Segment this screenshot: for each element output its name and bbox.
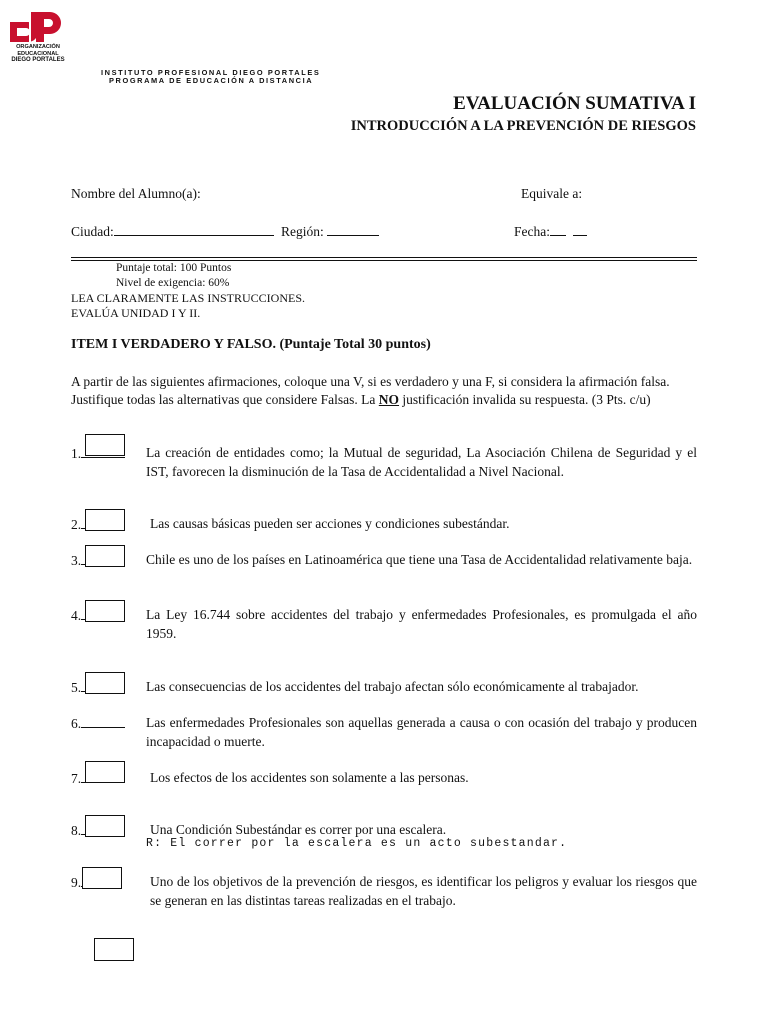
instruction-1: LEA CLARAMENTE LAS INSTRUCCIONES.: [71, 291, 306, 305]
divider-bottom: [71, 260, 697, 261]
student-answer: R: El correr por la escalera es un acto subestandar.: [146, 837, 568, 850]
question-item: [71, 873, 697, 933]
question-text: La creación de entidades como; la Mutual de seguridad, La Asociación Chilena de Seguridad y el IST, favorecen la disminución de la Tasa de Accidentalidad a Nivel Nacional.: [146, 445, 697, 479]
page-subtitle: INTRODUCCIÓN A LA PREVENCIÓN DE RIESGOS: [350, 118, 696, 134]
region-blank[interactable]: [327, 223, 379, 236]
section-heading: ITEM I VERDADERO Y FALSO. (Puntaje Total 30 puntos): [71, 337, 431, 352]
answer-blank[interactable]: [81, 714, 125, 728]
answer-box[interactable]: [85, 815, 125, 837]
nivel-exigencia: Nivel de exigencia: 60%: [116, 277, 230, 289]
answer-box[interactable]: [85, 672, 125, 694]
question-number: 8.: [71, 823, 82, 838]
question-text: Chile es uno de los países en Latinoamérica que tiene una Tasa de Accidentalidad relativamente baja.: [146, 552, 693, 567]
fecha-blank-2[interactable]: [573, 223, 587, 236]
question-number: 1.: [71, 446, 82, 461]
answer-box[interactable]: [85, 509, 125, 531]
intro-text-2: justificación invalida su respuesta. (3 Pts. c/u): [399, 392, 651, 407]
divider-top: [71, 257, 697, 258]
question-number: 5.: [71, 680, 82, 695]
answer-box[interactable]: [85, 545, 125, 567]
org-name-line1: ORGANIZACIÓN EDUCACIONAL: [16, 44, 60, 57]
institution-logo: [4, 8, 72, 64]
question-text: Una Condición Subestándar es correr por una escalera.: [150, 822, 447, 837]
program-name: PROGRAMA DE EDUCACIÓN A DISTANCIA: [109, 76, 314, 85]
dp-logo-icon: [8, 8, 66, 44]
puntaje-total: Puntaje total: 100 Puntos: [116, 262, 232, 274]
institute-name: INSTITUTO PROFESIONAL DIEGO PORTALES: [101, 68, 321, 77]
question-item: [71, 444, 697, 504]
question-number: 7.: [71, 771, 82, 786]
question-item: [71, 769, 697, 829]
instruction-2: EVALÚA UNIDAD I Y II.: [71, 306, 201, 320]
ciudad-blank[interactable]: [114, 223, 274, 236]
region-field[interactable]: [281, 223, 379, 240]
fecha-field[interactable]: [514, 223, 587, 240]
question-text: Los efectos de los accidentes son solamente a las personas.: [150, 770, 469, 785]
question-number: 3.: [71, 553, 82, 568]
fecha-label: Fecha:: [514, 224, 550, 239]
question-item: [71, 551, 697, 611]
ciudad-field[interactable]: [71, 223, 274, 240]
answer-box[interactable]: [82, 867, 122, 889]
equivale-label: Equivale a:: [521, 186, 583, 201]
answer-box[interactable]: [94, 938, 134, 961]
answer-box[interactable]: [85, 761, 125, 783]
question-item: [71, 606, 697, 666]
question-text: Las causas básicas pueden ser acciones y condiciones subestándar.: [150, 516, 510, 531]
student-name-label: Nombre del Alumno(a):: [71, 186, 201, 201]
question-text: La Ley 16.744 sobre accidentes del trabajo y enfermedades Profesionales, es promulgada el año 1959.: [146, 607, 697, 641]
answer-box[interactable]: [85, 434, 125, 456]
page-title: EVALUACIÓN SUMATIVA I: [453, 93, 696, 114]
fecha-blank-1[interactable]: [550, 223, 566, 236]
section-intro: [71, 373, 697, 409]
question-number: 2.: [71, 517, 82, 532]
answer-box[interactable]: [85, 600, 125, 622]
intro-no-emphasis: NO: [378, 392, 400, 407]
ciudad-label: Ciudad:: [71, 224, 114, 239]
intro-text-1: A partir de las siguientes afirmaciones, coloque una V, si es verdadero y una F, si considera la afirmación falsa. Justifique todas las alternativas que considere Falsas. La: [71, 374, 670, 407]
question-number: 9.: [71, 875, 82, 890]
question-number: 4.: [71, 608, 82, 623]
question-text: Las enfermedades Profesionales son aquellas generada a causa o con ocasión del trabajo y producen incapacidad o muerte.: [146, 715, 697, 749]
question-item: [71, 821, 697, 881]
question-item: [71, 714, 697, 774]
question-text: Las consecuencias de los accidentes del trabajo afectan sólo económicamente al trabajador.: [146, 679, 639, 694]
region-label: Región:: [281, 224, 324, 239]
question-number: 6.: [71, 716, 82, 731]
org-name-line2: DIEGO PORTALES: [11, 57, 65, 64]
question-text: Uno de los objetivos de la prevención de riesgos, es identificar los peligros y evaluar los riesgos que se generan en las distintas tareas realizadas en el trabajo.: [150, 874, 697, 908]
